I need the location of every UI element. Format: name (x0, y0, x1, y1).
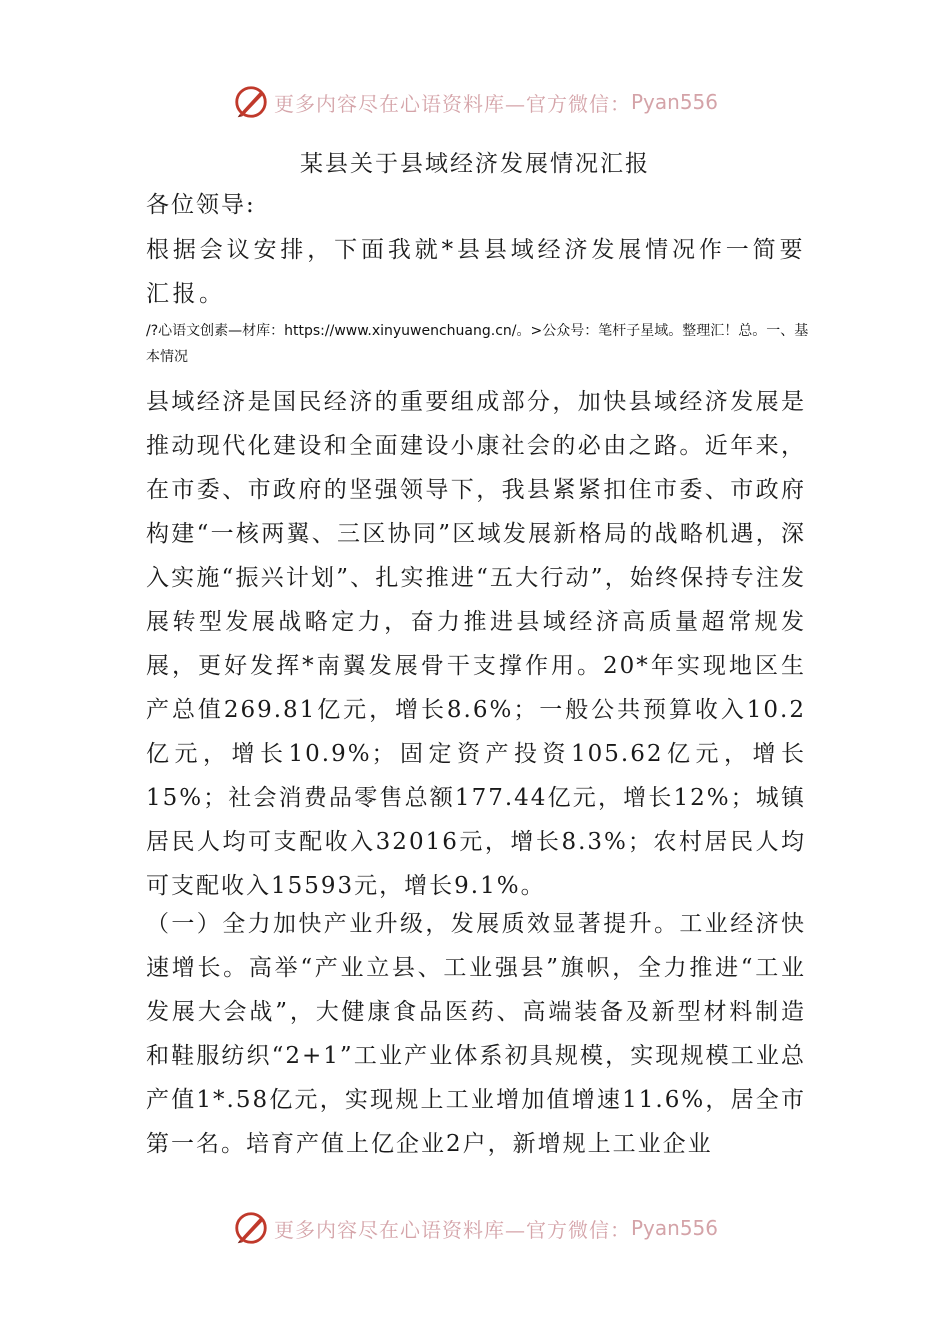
watermark-banner-bottom (0, 1208, 950, 1248)
watermark-text: 更多内容尽在心语资料库—官方微信： (273, 91, 631, 116)
watermark-text: 更多内容尽在心语资料库—官方微信： (273, 1217, 631, 1242)
watermark-wechat-id: Pyan556 (630, 90, 718, 114)
pen-logo-icon (232, 1209, 270, 1247)
intro-paragraph: 根据会议安排，下面我就*县县域经济发展情况作一简要汇报。 (146, 237, 806, 307)
watermark-banner-top (0, 82, 950, 122)
body-paragraph-2: （一）全力加快产业升级，发展质效显著提升。工业经济快速增长。高举“产业立县、工业强县”旗帜，全力推进“工业发展大会战”，大健康食品医药、高端装备及新型材料制造和鞋服纺织“2+1”工业产业体系初具规模，实现规模工业总产值1*.58亿元，实现规上工业增加值增速11.6%，居全市第一名。培育产值上亿企业2户，新增规上工业企业 (146, 911, 806, 1157)
greeting: 各位领导: (146, 192, 256, 218)
watermark-wechat-id: Pyan556 (630, 1216, 718, 1240)
body-paragraph-1: 县域经济是国民经济的重要组成部分，加快县域经济发展是推动现代化建设和全面建设小康社会的必由之路。近年来，在市委、市政府的坚强领导下，我县紧紧扣住市委、市政府构建“一核两翼、三区协同”区域发展新格局的战略机遇，深入实施“振兴计划”、扎实推进“五大行动”，始终保持专注发展转型发展战略定力，奋力推进县域经济高质量超常规发展，更好发挥*南翼发展骨干支撑作用。20*年实现地区生产总值269.81亿元，增长8.6%；一般公共预算收入10.2亿元，增长10.9%；固定资产投资105.62亿元，增长15%；社会消费品零售总额177.44亿元，增长12%；城镇居民人均可支配收入32016元，增长8.3%；农村居民人均可支配收入15593元，增长9.1%。 (146, 389, 806, 899)
document-title: 某县关于县域经济发展情况汇报 (300, 151, 650, 177)
source-note: /?心语文创素—材库：https://www.xinyuwenchuang.cn/。>公众号：笔杆子星域。整理汇！总。一、基本情况 (146, 323, 809, 365)
pen-logo-icon (232, 83, 270, 121)
